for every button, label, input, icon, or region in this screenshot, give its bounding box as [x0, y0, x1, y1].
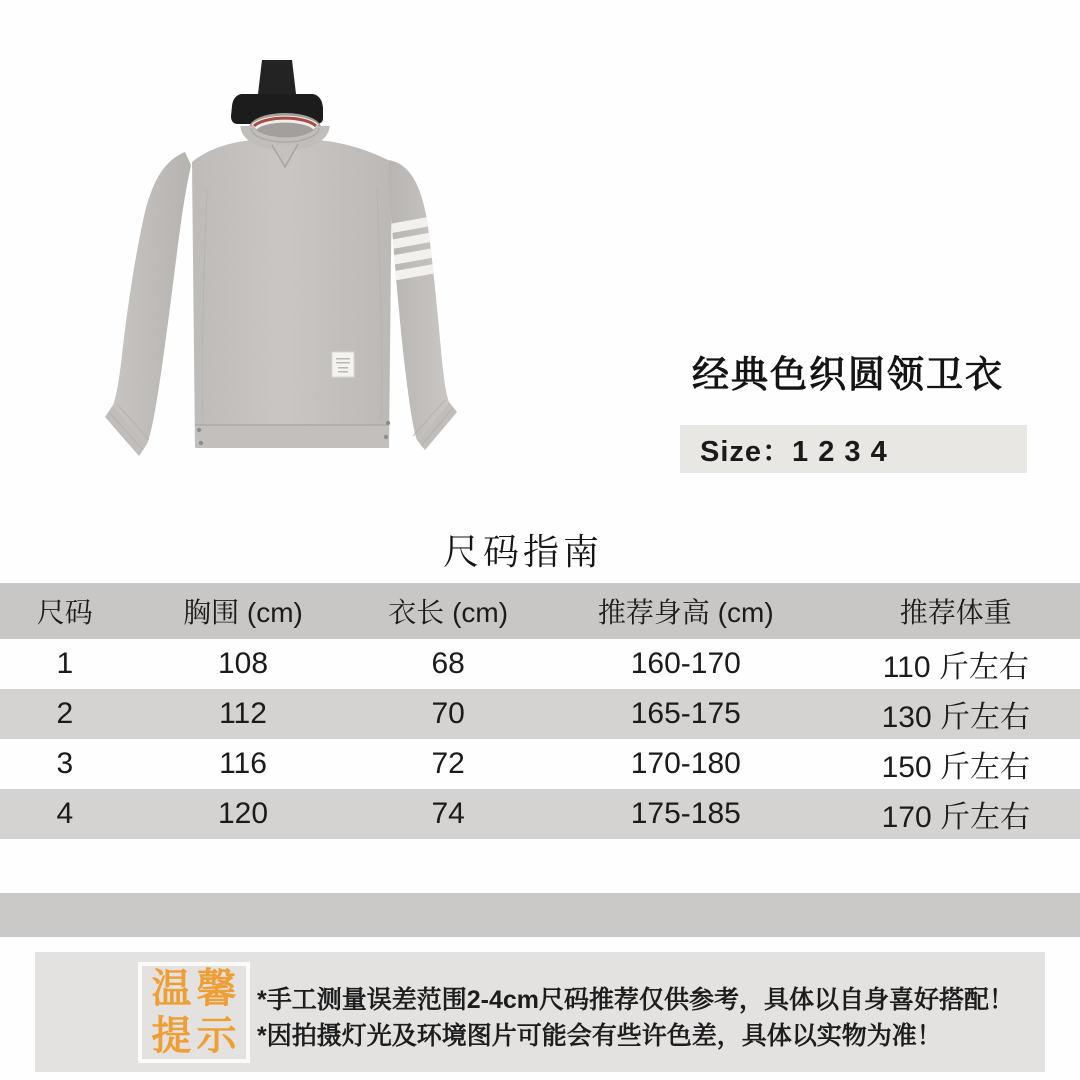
table-cell: 130 斤左右 — [881, 701, 1030, 734]
tips-label-line1: 温馨 — [151, 966, 242, 1011]
size-guide-title: 尺码指南 — [442, 531, 603, 572]
table-row — [0, 689, 1080, 739]
size-options-text: Size：1 2 3 4 — [700, 435, 888, 468]
table-cell: 1 — [56, 647, 74, 680]
sweatshirt — [105, 113, 457, 456]
table-cell: 68 — [431, 647, 465, 680]
header-cell-height: 推荐身高 (cm) — [597, 597, 774, 628]
table-row — [0, 739, 1080, 789]
table-cell: 2 — [56, 697, 74, 730]
sweatshirt-image — [95, 40, 520, 470]
header-cell-weight: 推荐体重 — [899, 597, 1012, 628]
table-cell: 110 斤左右 — [882, 651, 1029, 684]
tips-notes — [257, 982, 1014, 1054]
table-cell: 170-180 — [630, 747, 741, 780]
size-options-box — [680, 425, 1027, 473]
header-cell-size: 尺码 — [36, 597, 93, 628]
table-cell: 120 — [217, 797, 269, 830]
table-cell: 74 — [431, 797, 465, 830]
divider-band — [0, 893, 1080, 937]
tips-note-line: *因拍摄灯光及环境图片可能会有些许色差，具体以实物为准！ — [257, 1022, 942, 1050]
tips-note-line: *手工测量误差范围2-4cm尺码推荐仅供参考，具体以自身喜好搭配！ — [257, 986, 1014, 1014]
table-cell: 3 — [56, 747, 74, 780]
table-cell: 160-170 — [630, 647, 741, 680]
size-table — [0, 583, 1080, 839]
header-cell-chest: 胸围 (cm) — [183, 597, 303, 628]
tips-box — [35, 952, 1045, 1072]
table-header-row — [0, 583, 1080, 639]
table-cell: 72 — [431, 747, 465, 780]
table-cell: 108 — [217, 647, 269, 680]
product-title: 经典色织圆领卫衣 — [692, 354, 1004, 395]
header-cell-length: 衣长 (cm) — [388, 597, 509, 628]
table-cell: 4 — [56, 797, 74, 830]
table-row — [0, 789, 1080, 839]
care-label — [332, 352, 354, 377]
table-cell: 175-185 — [630, 797, 741, 830]
table-cell: 165-175 — [630, 697, 741, 730]
table-row — [0, 639, 1080, 689]
table-cell: 116 — [219, 747, 267, 780]
tips-label-line2: 提示 — [151, 1013, 242, 1058]
table-cell: 112 — [219, 697, 267, 730]
table-cell: 70 — [431, 697, 465, 730]
tips-label — [138, 962, 250, 1063]
table-cell: 170 斤左右 — [881, 801, 1030, 834]
product-photo — [95, 40, 520, 470]
table-cell: 150 斤左右 — [881, 751, 1030, 784]
